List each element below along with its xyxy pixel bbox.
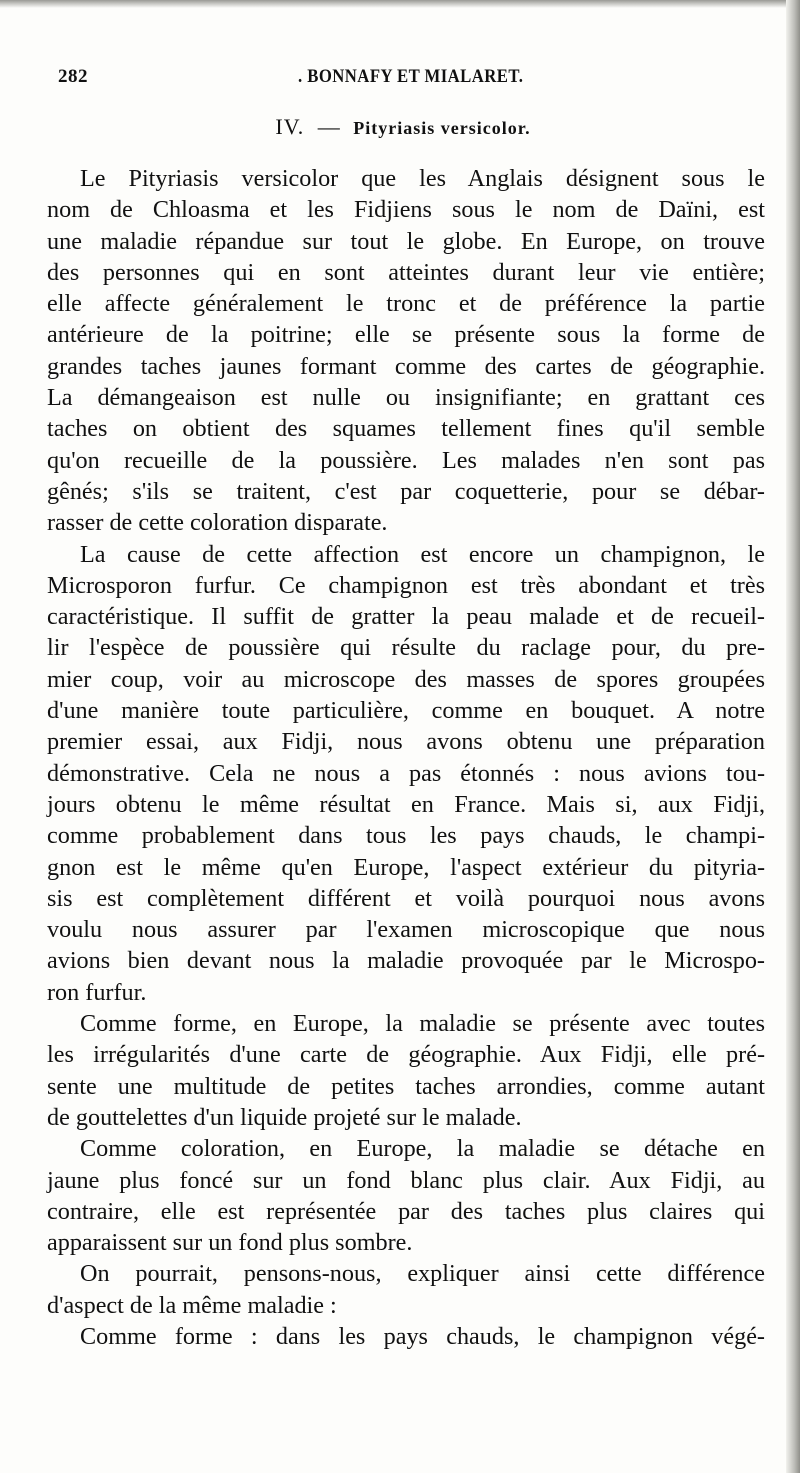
page-number: 282 bbox=[58, 66, 88, 87]
text-line: les irrégularités d'une carte de géographie. Aux Fidji, elle pré- bbox=[47, 1041, 765, 1069]
text-line: antérieure de la poitrine; elle se présente sous la forme de bbox=[47, 321, 765, 349]
text-line: Le Pityriasis versicolor que les Anglais désignent sous le bbox=[80, 165, 765, 192]
text-line: premier essai, aux Fidji, nous avons obtenu une préparation bbox=[47, 728, 765, 756]
section-dash: — bbox=[317, 114, 340, 139]
text-line: Comme forme, en Europe, la maladie se présente avec toutes bbox=[80, 1010, 765, 1038]
text-line: qu'on recueille de la poussière. Les malades n'en sont pas bbox=[47, 446, 765, 474]
text-line: d'aspect de la même maladie : bbox=[47, 1291, 337, 1319]
section-number: IV. bbox=[275, 114, 305, 139]
text-line: gnon est le même qu'en Europe, l'aspect extérieur du pityria- bbox=[47, 853, 765, 881]
text-line: On pourrait, pensons-nous, expliquer ainsi cette différence bbox=[80, 1260, 765, 1288]
text-line: des personnes qui en sont atteintes durant leur vie entière; bbox=[47, 258, 765, 286]
text-line: démonstrative. Cela ne nous a pas étonnés : nous avions tou- bbox=[47, 759, 765, 787]
text-line: elle affecte généralement le tronc et de préférence la partie bbox=[47, 290, 765, 318]
text-line: contraire, elle est représentée par des taches plus claires qui bbox=[47, 1197, 765, 1225]
text-line: avions bien devant nous la maladie provoquée par le Microspo- bbox=[47, 947, 765, 975]
page-right-edge bbox=[786, 0, 800, 1473]
text-line: d'une manière toute particulière, comme en bouquet. A notre bbox=[47, 697, 765, 725]
text-line: jours obtenu le même résultat en France. Mais si, aux Fidji, bbox=[47, 790, 765, 818]
page-top-edge bbox=[0, 0, 800, 8]
section-name: Pityriasis versicolor. bbox=[353, 118, 531, 138]
text-line: taches on obtient des squames tellement fines qu'il semble bbox=[47, 415, 765, 443]
text-line: Comme forme : dans les pays chauds, le champignon végé- bbox=[80, 1322, 765, 1350]
text-line: Comme coloration, en Europe, la maladie se détache en bbox=[80, 1135, 765, 1163]
text-line: caractéristique. Il suffit de gratter la peau malade et de recueil- bbox=[47, 603, 765, 631]
text-line: comme probablement dans tous les pays chauds, le champi- bbox=[47, 822, 765, 850]
running-head bbox=[58, 62, 748, 92]
text-line: lir l'espèce de poussière qui résulte du raclage pour, du pre- bbox=[47, 634, 765, 662]
section-heading bbox=[58, 114, 748, 140]
text-line: apparaissent sur un fond plus sombre. bbox=[47, 1229, 413, 1257]
text-line: ron furfur. bbox=[47, 978, 147, 1006]
text-line: La cause de cette affection est encore un champignon, le bbox=[80, 540, 765, 568]
text-line: de gouttelettes d'un liquide projeté sur le malade. bbox=[47, 1103, 522, 1131]
text-line: sis est complètement différent et voilà pourquoi nous avons bbox=[47, 884, 765, 912]
text-line: gênés; s'ils se traitent, c'est par coquetterie, pour se débar- bbox=[47, 477, 765, 505]
text-line: sente une multitude de petites taches arrondies, comme autant bbox=[47, 1072, 765, 1100]
text-line: La démangeaison est nulle ou insignifiante; en grattant ces bbox=[47, 384, 765, 412]
text-line: voulu nous assurer par l'examen microscopique que nous bbox=[47, 916, 765, 944]
text-line: mier coup, voir au microscope des masses de spores groupées bbox=[47, 665, 765, 693]
text-line: une maladie répandue sur tout le globe. En Europe, on trouve bbox=[47, 227, 765, 255]
text-line: rasser de cette coloration disparate. bbox=[47, 509, 388, 537]
text-line: nom de Chloasma et les Fidjiens sous le nom de Daïni, est bbox=[47, 196, 765, 224]
body-text bbox=[47, 163, 765, 1352]
text-line: grandes taches jaunes formant comme des cartes de géographie. bbox=[47, 352, 765, 380]
text-line: Microsporon furfur. Ce champignon est très abondant et très bbox=[47, 571, 765, 599]
running-title: . BONNAFY ET MIALARET. bbox=[298, 66, 524, 87]
text-line: jaune plus foncé sur un fond blanc plus clair. Aux Fidji, au bbox=[47, 1166, 765, 1194]
